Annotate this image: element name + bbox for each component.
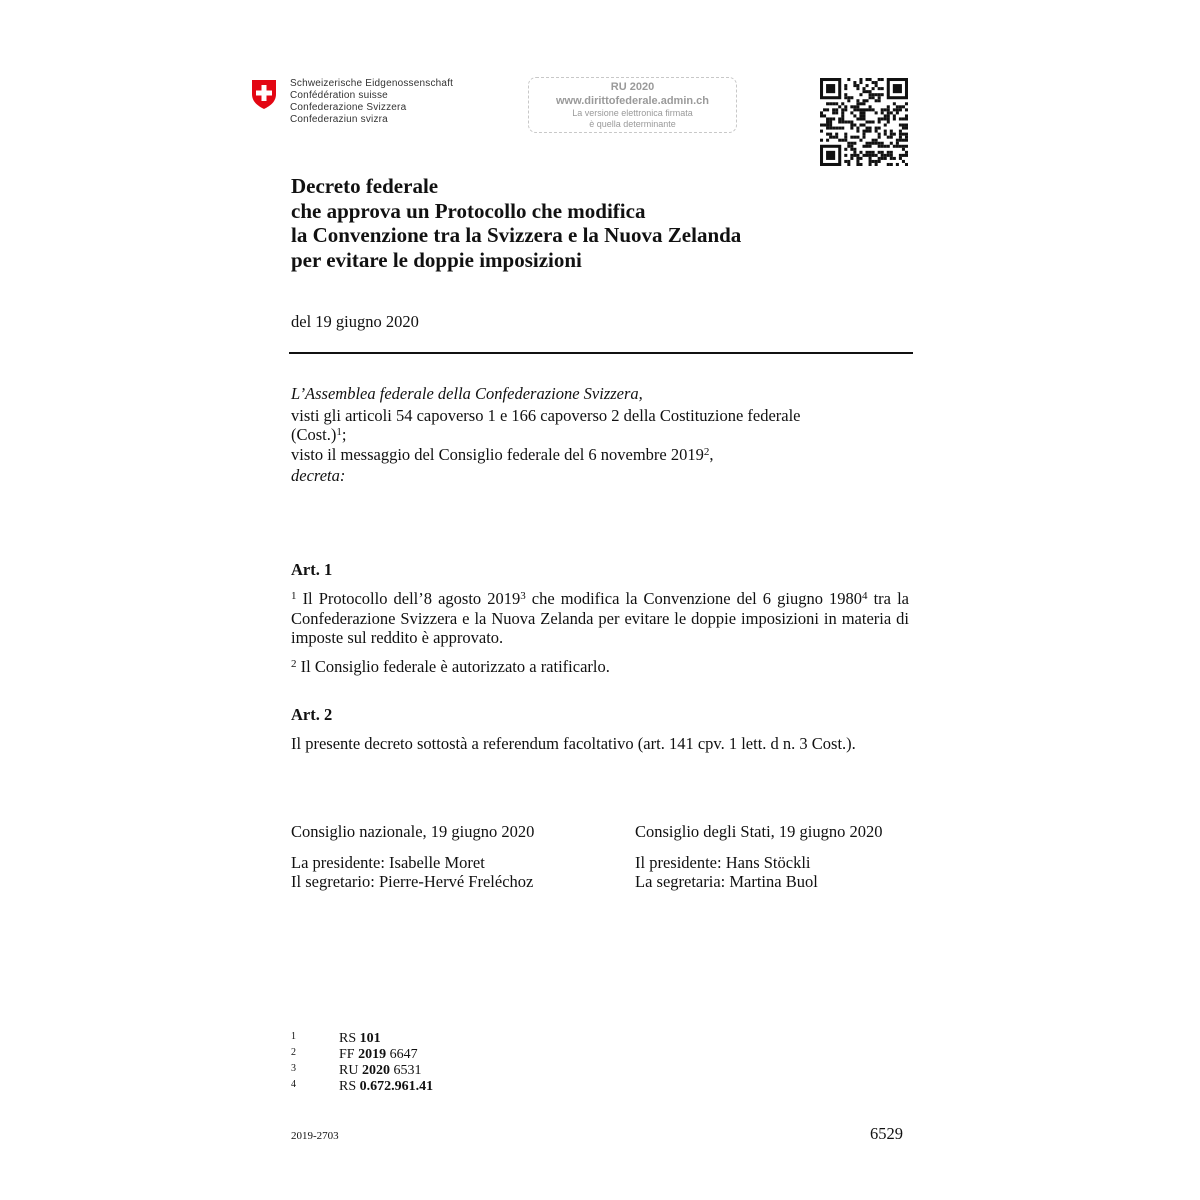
footnote-text: RS 101	[339, 1031, 381, 1046]
footnote-text: FF 2019 6647	[339, 1047, 418, 1062]
signature-left-president: La presidente: Isabelle Moret	[291, 852, 485, 872]
confederation-name-fr: Confédération suisse	[290, 90, 388, 101]
title-line-4: per evitare le doppie imposizioni	[291, 247, 582, 272]
signature-right-chamber: Consiglio degli Stati, 19 giugno 2020	[635, 822, 883, 841]
preamble	[291, 384, 911, 486]
footnote-ref-4[interactable]: 4	[862, 590, 868, 602]
title-divider	[289, 352, 913, 354]
preamble-decreta: decreta:	[291, 466, 346, 485]
footnote-ref-3[interactable]: 3	[520, 590, 526, 602]
title-line-1: Decreto federale	[291, 174, 439, 198]
art-1-paragraph-1	[291, 589, 909, 648]
preamble-assembly: L’Assemblea federale della Confederazione Svizzera,	[291, 384, 643, 403]
footnote	[291, 1079, 433, 1095]
preamble-visti-end: ;	[341, 425, 347, 444]
art-2-text: Il presente decreto sottostà a referendum facoltativo (art. 141 cpv. 1 lett. d n. 3 Cost.).	[291, 734, 856, 753]
confederation-name-it: Confederazione Svizzera	[290, 102, 407, 113]
art-2-heading: Art. 2	[291, 705, 333, 724]
confederation-name-de: Schweizerische Eidgenossenschaft	[290, 78, 454, 89]
footnote-ref-1[interactable]: 1	[336, 426, 342, 438]
footnote-number: 1	[291, 1031, 296, 1042]
art-1-p1-text-b: che modifica la Convenzione del 6 giugno 1980	[525, 589, 863, 608]
preamble-visti-cost: (Cost.)	[291, 425, 337, 444]
official-publication-stamp	[528, 77, 737, 133]
preamble-visto	[291, 445, 911, 465]
footnote-number: 2	[291, 1047, 296, 1058]
document-number: 2019-2703	[291, 1130, 339, 1142]
signature-left-secretary: Il segretario: Pierre-Hervé Freléchoz	[291, 872, 534, 891]
stamp-line-4: è quella determinante	[589, 119, 676, 129]
signature-left	[291, 822, 534, 892]
signature-right-president: Il presidente: Hans Stöckli	[635, 852, 811, 872]
title-line-2: che approva un Protocollo che modifica	[291, 198, 646, 223]
preamble-visto-text: visto il messaggio del Consiglio federale del 6 novembre 2019	[291, 444, 704, 464]
preamble-visto-end: ,	[709, 444, 714, 464]
paragraph-number: 1	[291, 590, 297, 602]
signature-right	[635, 822, 883, 892]
document-date: del 19 giugno 2020	[291, 312, 419, 331]
art-1-p2-text: Il Consiglio federale è autorizzato a ratificarlo.	[296, 657, 610, 676]
qr-code-icon	[820, 78, 908, 171]
art-1-p1-text-c: tra la Confederazione Svizzera e la Nuova Zelanda per evitare le doppie imposizioni in materia di imposte sul reddito è approvato.	[291, 589, 909, 647]
confederation-names	[290, 78, 453, 126]
footnotes	[291, 1031, 433, 1095]
art-1-heading: Art. 1	[291, 560, 333, 579]
stamp-line-3: La versione elettronica firmata	[572, 108, 693, 118]
footnote	[291, 1047, 433, 1063]
signature-right-secretary: La segretaria: Martina Buol	[635, 872, 818, 891]
document-title	[291, 174, 741, 272]
preamble-visti	[291, 406, 911, 445]
confederation-name-rm: Confederaziun svizra	[290, 114, 388, 125]
footnote-number: 3	[291, 1063, 296, 1074]
footnote-number: 4	[291, 1079, 296, 1090]
footnote	[291, 1063, 433, 1079]
art-1-p1-text-a: Il Protocollo dell’8 agosto 2019	[296, 589, 521, 608]
preamble-visti-text: visti gli articoli 54 capoverso 1 e 166 capoverso 2 della Costituzione federale	[291, 405, 801, 425]
art-1-paragraph-2	[291, 657, 610, 677]
footnote-text: RU 2020 6531	[339, 1063, 422, 1078]
stamp-line-2: www.dirittofederale.admin.ch	[555, 95, 709, 107]
swiss-shield-icon	[250, 78, 278, 115]
signature-left-chamber: Consiglio nazionale, 19 giugno 2020	[291, 822, 535, 841]
footnote-ref-2[interactable]: 2	[703, 445, 710, 458]
footnote-text: RS 0.672.961.41	[339, 1079, 434, 1094]
title-line-3: la Convenzione tra la Svizzera e la Nuova Zelanda	[291, 223, 742, 247]
footnote	[291, 1031, 433, 1047]
stamp-line-1: RU 2020	[610, 81, 655, 93]
page-number: 6529	[870, 1124, 903, 1143]
paragraph-number: 2	[291, 658, 297, 670]
